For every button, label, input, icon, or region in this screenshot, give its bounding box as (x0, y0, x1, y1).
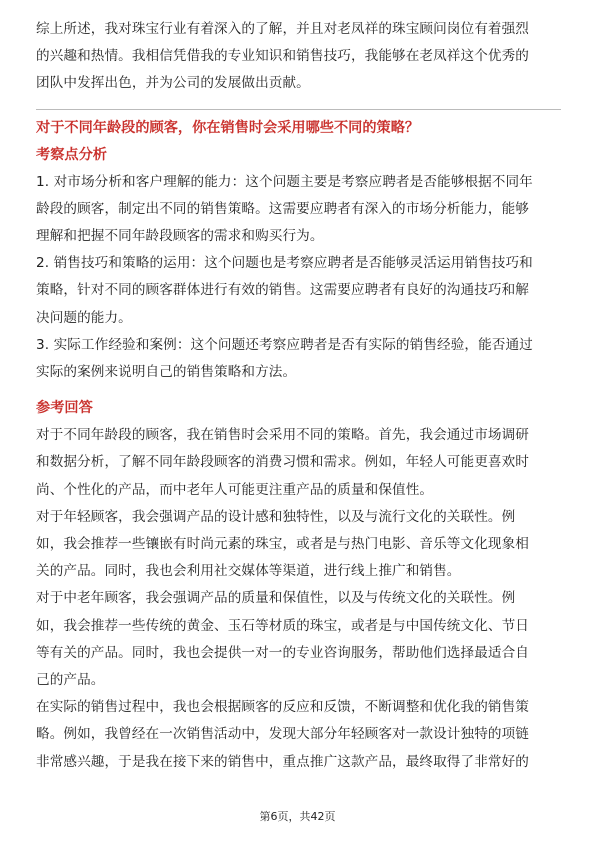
answer-line: 对于不同年龄段的顾客，我在销售时会采用不同的策略。首先，我会通过市场调研 (36, 427, 529, 444)
analysis-heading: 考察点分析 (36, 146, 107, 163)
section-divider (36, 109, 561, 110)
analysis-line: 龄段的顾客，制定出不同的销售策略。这需要应聘者有深入的市场分析能力，能够 (36, 200, 529, 217)
analysis-line: 2. 销售技巧和策略的运用：这个问题也是考察应聘者是否能够灵活运用销售技巧和 (36, 255, 533, 272)
answer-line: 关的产品。同时，我也会利用社交媒体等渠道，进行线上推广和销售。 (36, 563, 461, 580)
analysis-line: 决问题的能力。 (36, 309, 132, 326)
page-number: 第6页，共42页 (259, 810, 336, 823)
analysis-line: 理解和把握不同年龄段顾客的需求和购买行为。 (36, 228, 324, 245)
answer-line: 尚、个性化的产品，而中老年人可能更注重产品的质量和保值性。 (36, 481, 434, 498)
intro-line: 的兴趣和热情。我相信凭借我的专业知识和销售技巧，我能够在老凤祥这个优秀的 (36, 48, 529, 65)
analysis-line: 策略，针对不同的顾客群体进行有效的销售。这需要应聘者有良好的沟通技巧和解 (36, 282, 529, 299)
analysis-body (36, 169, 561, 387)
answer-line: 非常感兴趣，于是我在接下来的销售中，重点推广这款产品，最终取得了非常好的 (36, 753, 529, 770)
analysis-line: 1. 对市场分析和客户理解的能力：这个问题主要是考察应聘者是否能够根据不同年 (36, 173, 533, 190)
document-page (36, 16, 561, 776)
analysis-line: 实际的案例来说明自己的销售策略和方法。 (36, 364, 297, 381)
answer-line: 等有关的产品。同时，我也会提供一对一的专业咨询服务，帮助他们选择最适合自 (36, 644, 529, 661)
answer-line: 如，我会推荐一些镶嵌有时尚元素的珠宝，或者是与热门电影、音乐等文化现象相 (36, 536, 529, 553)
answer-line: 略。例如，我曾经在一次销售活动中，发现大部分年轻顾客对一款设计独特的项链 (36, 726, 529, 743)
answer-heading: 参考回答 (36, 400, 93, 417)
intro-line: 团队中发挥出色，并为公司的发展做出贡献。 (36, 75, 310, 92)
answer-line: 如，我会推荐一些传统的黄金、玉石等材质的珠宝，或者是与中国传统文化、节日 (36, 617, 529, 634)
answer-line: 己的产品。 (36, 672, 105, 689)
analysis-line: 3. 实际工作经验和案例：这个问题还考察应聘者是否有实际的销售经验，能否通过 (36, 336, 533, 353)
answer-line: 在实际的销售过程中，我也会根据顾客的反应和反馈，不断调整和优化我的销售策 (36, 699, 529, 716)
answer-line: 对于中老年顾客，我会强调产品的质量和保值性，以及与传统文化的关联性。例 (36, 590, 516, 607)
answer-line: 和数据分析，了解不同年龄段顾客的消费习惯和需求。例如，年轻人可能更喜欢时 (36, 454, 529, 471)
intro-paragraph (36, 16, 561, 98)
intro-line: 综上所述，我对珠宝行业有着深入的了解，并且对老凤祥的珠宝顾问岗位有着强烈 (36, 21, 529, 37)
answer-body (36, 422, 561, 776)
answer-line: 对于年轻顾客，我会强调产品的设计感和独特性，以及与流行文化的关联性。例 (36, 508, 516, 525)
question-title: 对于不同年龄段的顾客，你在销售时会采用哪些不同的策略？ (36, 119, 420, 136)
